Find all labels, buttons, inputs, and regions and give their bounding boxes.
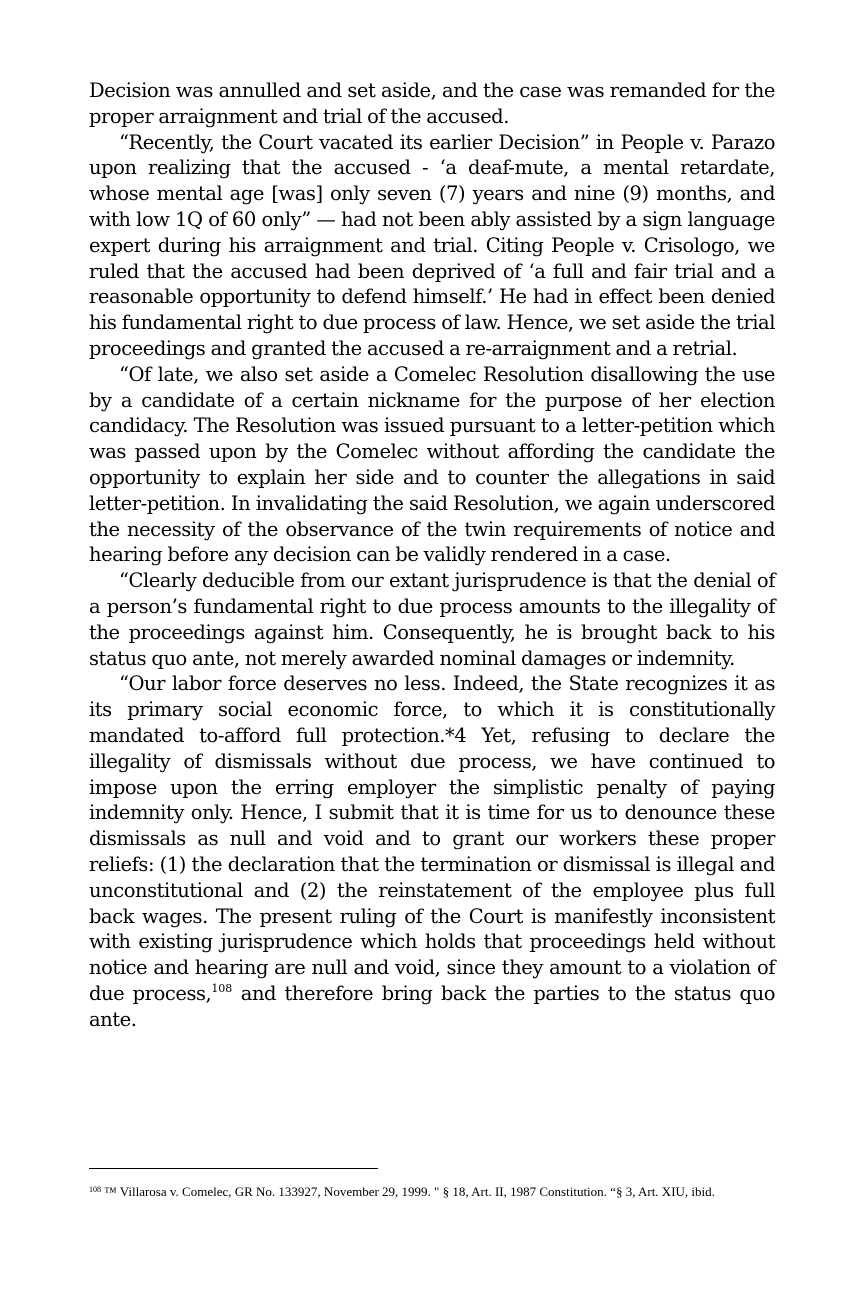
footnote-text: ™ Villarosa v. Comelec, GR No. 133927, November 29, 1999. " § 18, Art. II, 1987 Constitution. “§ 3, Art. XIU, ibid. bbox=[104, 1184, 715, 1199]
paragraph: “Recently, the Court vacated its earlier Decision” in People v. Parazo upon realizing that the accused - ‘a deaf-mute, a mental retardate, whose mental age [was] only seven (7) years and nine (9) months, and with low 1Q of 60 only” — had not been ably assisted by a sign language expert during his arraignment and trial. Citing People v. Crisologo, we ruled that the accused had been deprived of ‘a full and fair trial and a reasonable opportunity to defend himself.’ He had in effect been denied his fundamental right to due process of law. Hence, we set aside the trial proceedings and granted the accused a re-arraignment and a retrial. bbox=[89, 130, 775, 360]
paragraph bbox=[89, 671, 775, 1032]
paragraph: “Clearly deducible from our extant jurisprudence is that the denial of a person’s fundamental right to due process amounts to the illegality of the proceedings against him. Consequently, he is brought back to his status quo ante, not merely awarded nominal damages or indemnity. bbox=[89, 569, 775, 670]
footnote bbox=[89, 1182, 775, 1202]
document-body bbox=[89, 78, 775, 1032]
footnote-separator bbox=[89, 1168, 378, 1169]
footnote-reference: 108 bbox=[211, 981, 233, 995]
paragraph-text: “Our labor force deserves no less. Indeed, the State recognizes it as its primary social economic force, to which it is constitutionally mandated to-afford full protection.*4 Yet, refusing to declare the illegality of dismissals without due process, we have continued to impose upon the erring employer the simplistic penalty of paying indemnity only. Hence, I submit that it is time for us to denounce these dismissals as null and void and to grant our workers these proper reliefs: (1) the declaration that the termination or dismissal is illegal and unconstitutional and (2) the reinstatement of the employee plus full back wages. The present ruling of the Court is manifestly inconsistent with existing jurisprudence which holds that proceedings held without notice and hearing are null and void, since they amount to a violation of due process, bbox=[89, 672, 775, 1005]
paragraph-text: and therefore bring back the parties to the status quo ante. bbox=[89, 981, 775, 1031]
footnote-marker: 108 bbox=[89, 1185, 101, 1194]
paragraph: “Of late, we also set aside a Comelec Resolution disallowing the use by a candidate of a certain nickname for the purpose of her election candidacy. The Resolution was issued pursuant to a letter-petition which was passed upon by the Comelec without affording the candidate the opportunity to explain her side and to counter the allegations in said letter-petition. In invalidating the said Resolution, we again underscored the necessity of the observance of the twin requirements of notice and hearing before any decision can be validly rendered in a case. bbox=[89, 362, 775, 567]
paragraph: Decision was annulled and set aside, and the case was remanded for the proper arraignment and trial of the accused. bbox=[89, 79, 775, 128]
